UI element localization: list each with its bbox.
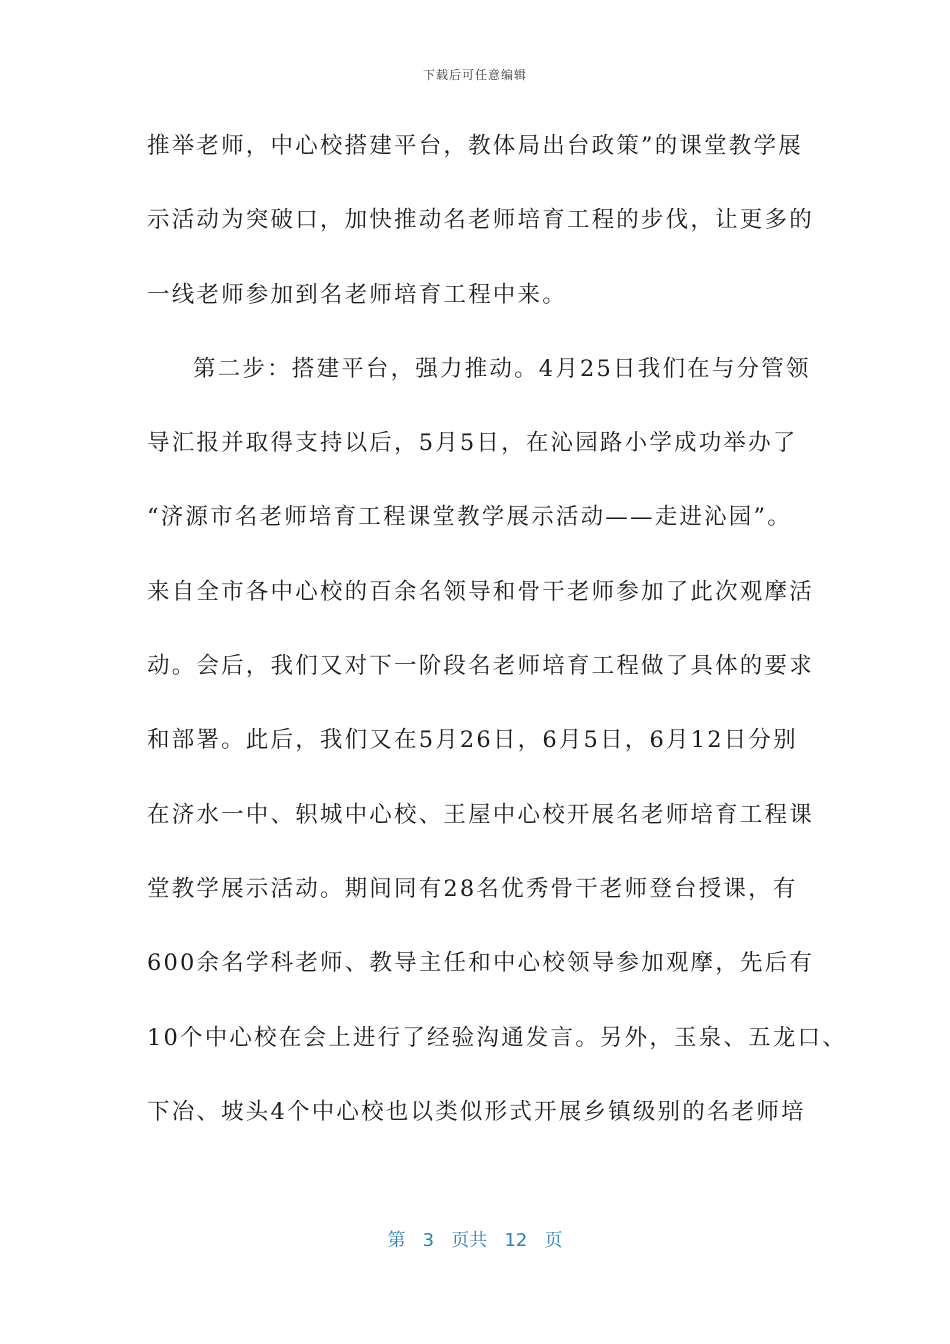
total-pages-number: 12	[504, 1230, 528, 1251]
paragraph-line: 和部署。此后，我们又在5月26日，6月5日，6月12日分别	[147, 727, 798, 754]
paragraph-line: 示活动为突破口，加快推动名老师培育工程的步伐，让更多的	[147, 207, 814, 234]
paragraph-line: 动。会后，我们又对下一阶段名老师培育工程做了具体的要求	[147, 653, 814, 680]
paragraph-line: 导汇报并取得支持以后，5月5日，在沁园路小学成功举办了	[147, 430, 798, 457]
current-page-number: 3	[422, 1230, 435, 1251]
paragraph-line: “济源市名老师培育工程课堂教学展示活动——走进沁园”。	[147, 504, 792, 531]
page-footer	[0, 1226, 950, 1252]
page-mid-label: 页共	[451, 1230, 488, 1251]
paragraph-line: 600余名学科老师、教导主任和中心校领导参加观摩，先后有	[147, 950, 815, 977]
paragraph-line: 在济水一中、轵城中心校、王屋中心校开展名老师培育工程课	[147, 801, 814, 828]
paragraph-line: 来自全市各中心校的百余名领导和骨干老师参加了此次观摩活	[147, 578, 814, 605]
paragraph-line: 推举老师，中心校搭建平台，教体局出台政策”的课堂教学展	[147, 133, 803, 159]
paragraph-line: 10个中心校在会上进行了经验沟通发言。另外，玉泉、五龙口、	[147, 1024, 847, 1051]
paragraph-line: 下冶、坡头4个中心校也以类似形式开展乡镇级别的名老师培	[147, 1098, 806, 1125]
document-body	[147, 120, 847, 1160]
paragraph-line: 一线老师参加到名老师培育工程中来。	[147, 281, 567, 308]
paragraph-line: 第二步：搭建平台，强力推动。4月25日我们在与分管领	[193, 355, 811, 382]
page-suffix: 页	[544, 1230, 563, 1251]
page-header-note: 下载后可任意编辑	[422, 68, 527, 82]
page-prefix: 第	[387, 1230, 406, 1251]
paragraph-line: 堂教学展示活动。期间同有28名优秀骨干老师登台授课，有	[147, 875, 798, 902]
